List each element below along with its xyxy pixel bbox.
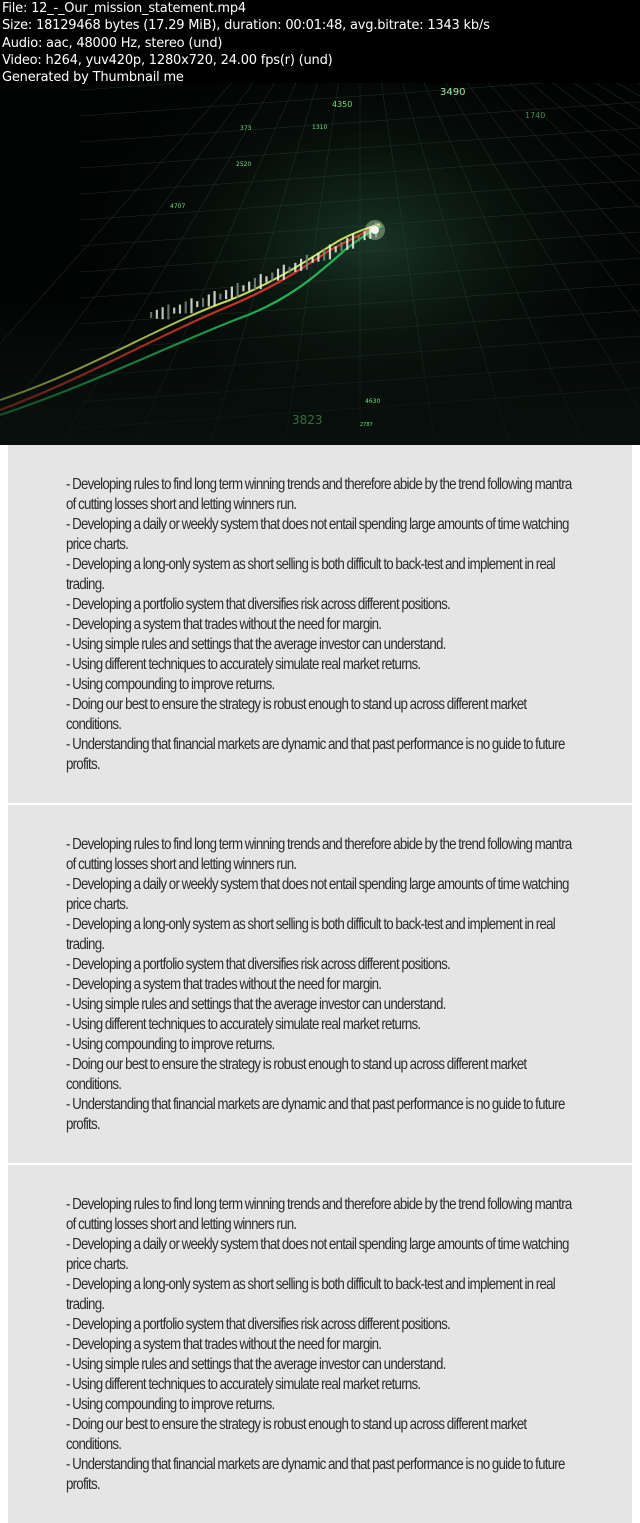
bullet-line: - Developing a daily or weekly system that does not entail spending large amounts of time watching price charts. [66, 1236, 569, 1273]
file-name: File: 12_-_Our_mission_statement.mp4 [2, 1, 246, 16]
bullet-line: - Understanding that financial markets are dynamic and that past performance is no guide to future profits. [66, 1456, 565, 1493]
chart-label: 1740 [525, 111, 546, 120]
candlestick [231, 287, 233, 299]
candlestick [271, 272, 273, 281]
chart-label: 2787 [360, 422, 373, 428]
bullet-line: - Using different techniques to accurately simulate real market returns. [66, 1376, 421, 1393]
chart-label: 1310 [312, 124, 328, 131]
candlestick [237, 283, 239, 298]
candlestick [306, 255, 308, 270]
file-size: Size: 18129468 bytes (17.29 MiB), duration: 00:01:48, avg.bitrate: 1343 kb/s [2, 18, 490, 34]
chart-label: 4350 [332, 100, 353, 109]
candlestick [277, 269, 279, 281]
bullet-line: - Developing a portfolio system that diversifies risk across different positions. [66, 956, 450, 973]
chart-label: 2520 [236, 161, 252, 168]
thumbnail-frames [0, 445, 640, 1523]
bullet-line: - Doing our best to ensure the strategy is robust enough to stand up across different market conditions. [66, 1416, 527, 1453]
chart-label: 373 [240, 125, 252, 132]
candlestick [219, 294, 221, 300]
bullet-line: - Developing a long-only system as short selling is both difficult to back-test and implement in real trading. [66, 556, 555, 593]
candlestick [225, 290, 227, 299]
bullet-line: - Using compounding to improve returns. [66, 1396, 275, 1413]
bullet-line: - Doing our best to ensure the strategy is robust enough to stand up across different market conditions. [66, 696, 527, 733]
candlestick [283, 265, 285, 280]
candlestick [288, 267, 290, 273]
bullet-line: - Developing a daily or weekly system that does not entail spending large amounts of time watching price charts. [66, 516, 569, 553]
audio-info: Audio: aac, 48000 Hz, stereo (und) [2, 35, 223, 51]
candlestick [312, 257, 314, 263]
bullet-line: - Developing a long-only system as short selling is both difficult to back-test and implement in real trading. [66, 1276, 555, 1313]
slide-text [66, 835, 582, 1135]
bullet-line: - Developing a system that trades without the need for margin. [66, 616, 382, 633]
candlestick [352, 234, 354, 249]
bullet-line: - Understanding that financial markets are dynamic and that past performance is no guide to future profits. [66, 736, 565, 773]
candlestick [242, 285, 244, 291]
candlestick [317, 253, 319, 262]
candlestick [323, 249, 325, 261]
bullet-line: - Developing a portfolio system that diversifies risk across different positions. [66, 1316, 450, 1333]
file-info-header [0, 0, 640, 86]
bullet-line: - Using different techniques to accurately simulate real market returns. [66, 656, 421, 673]
candlestick [254, 278, 256, 290]
slide-frame-2 [8, 805, 632, 1163]
candlestick [260, 274, 262, 289]
candlestick [294, 263, 296, 272]
bullet-line: - Developing rules to find long term winning trends and therefore abide by the trend following mantra of cutting losses short and letting winners run. [66, 1196, 572, 1233]
bullet-line: - Developing a system that trades without the need for margin. [66, 1336, 382, 1353]
bullet-line: - Using compounding to improve returns. [66, 676, 275, 693]
bullet-line: - Doing our best to ensure the strategy is robust enough to stand up across different market conditions. [66, 1056, 527, 1093]
bullet-line: - Using simple rules and settings that the average investor can understand. [66, 1356, 446, 1373]
bullet-line: - Developing rules to find long term winning trends and therefore abide by the trend following mantra of cutting losses short and letting winners run. [66, 476, 572, 513]
candlestick [335, 246, 337, 252]
bullet-line: - Developing a system that trades without the need for margin. [66, 976, 382, 993]
bullet-line: - Developing a long-only system as short selling is both difficult to back-test and implement in real trading. [66, 916, 555, 953]
video-info: Video: h264, yuv420p, 1280x720, 24.00 fps(r) (und) [2, 52, 333, 68]
bullet-line: - Understanding that financial markets are dynamic and that past performance is no guide to future profits. [66, 1096, 565, 1133]
bullet-line: - Developing rules to find long term winning trends and therefore abide by the trend following mantra of cutting losses short and letting winners run. [66, 836, 572, 873]
slide-frame-3 [8, 1165, 632, 1523]
candlestick [329, 244, 331, 259]
candlestick [340, 242, 342, 251]
candlestick [358, 235, 360, 241]
bullet-line: - Developing a daily or weekly system that does not entail spending large amounts of time watching price charts. [66, 876, 569, 913]
slide-text [66, 1195, 582, 1495]
candlestick [300, 259, 302, 271]
slide-text [66, 475, 582, 775]
candlestick [346, 238, 348, 250]
chart-label: 4707 [170, 203, 186, 210]
bullet-line: - Using different techniques to accurately simulate real market returns. [66, 1016, 421, 1033]
generator-info: Generated by Thumbnail me [2, 70, 184, 86]
bullet-line: - Using compounding to improve returns. [66, 1036, 275, 1053]
candlestick [248, 282, 250, 291]
bullet-line: - Using simple rules and settings that the average investor can understand. [66, 636, 446, 653]
chart-label: 3490 [440, 87, 466, 98]
bullet-line: - Using simple rules and settings that the average investor can understand. [66, 996, 446, 1013]
candlestick [265, 276, 267, 282]
bullet-line: - Developing a portfolio system that diversifies risk across different positions. [66, 596, 450, 613]
slide-frame-1 [8, 445, 632, 803]
chart-label: 4630 [365, 398, 381, 405]
chart-label: 3823 [292, 413, 323, 427]
